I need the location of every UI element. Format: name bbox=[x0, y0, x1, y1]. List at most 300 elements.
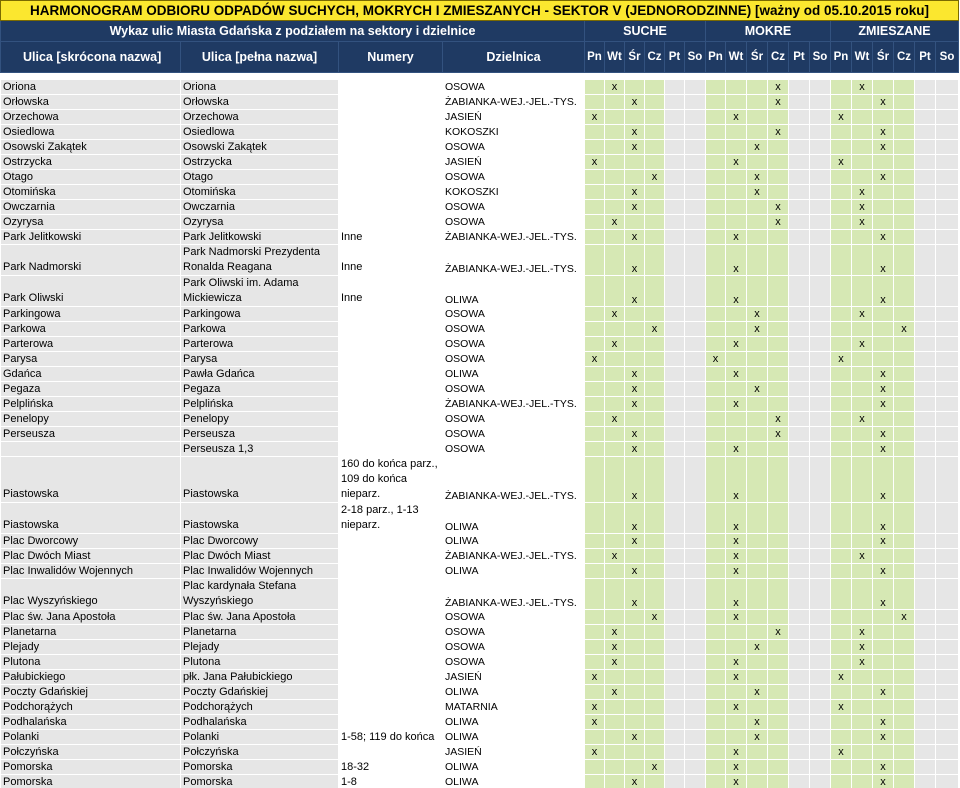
pickup-mark: x bbox=[768, 80, 789, 95]
cell-numbers bbox=[339, 337, 443, 352]
schedule-cell-suche-4 bbox=[665, 534, 685, 549]
schedule-cell-mokre-5 bbox=[810, 457, 831, 503]
schedule-cell-zm-3 bbox=[894, 427, 915, 442]
schedule-cell-mokre-5 bbox=[810, 367, 831, 382]
cell-street-full: Parysa bbox=[181, 352, 339, 367]
pickup-mark: x bbox=[706, 352, 726, 367]
pickup-mark: x bbox=[585, 745, 605, 760]
schedule-cell-suche-2 bbox=[625, 170, 645, 185]
schedule-cell-zm-2 bbox=[873, 185, 894, 200]
schedule-cell-suche-2 bbox=[625, 655, 645, 670]
schedule-cell-mokre-4 bbox=[789, 427, 810, 442]
schedule-cell-suche-4 bbox=[665, 457, 685, 503]
pickup-mark: x bbox=[625, 564, 645, 579]
cell-street-full: Osiedlowa bbox=[181, 125, 339, 140]
cell-street-short: Plac Wyszyńskiego bbox=[1, 579, 181, 610]
table-row bbox=[1, 640, 959, 655]
schedule-cell-zm-1 bbox=[852, 322, 873, 337]
schedule-cell-mokre-1 bbox=[726, 715, 747, 730]
day-header-mokre-4: Pt bbox=[789, 42, 810, 73]
cell-street-full: Otomińska bbox=[181, 185, 339, 200]
schedule-cell-mokre-5 bbox=[810, 215, 831, 230]
schedule-cell-zm-3 bbox=[894, 760, 915, 775]
day-header-zm-2: Śr bbox=[873, 42, 894, 73]
schedule-cell-zm-5 bbox=[936, 352, 959, 367]
schedule-cell-suche-1 bbox=[605, 442, 625, 457]
schedule-cell-suche-3 bbox=[645, 427, 665, 442]
schedule-cell-mokre-1 bbox=[726, 322, 747, 337]
schedule-cell-zm-5 bbox=[936, 276, 959, 307]
schedule-cell-zm-5 bbox=[936, 170, 959, 185]
schedule-cell-zm-2 bbox=[873, 200, 894, 215]
schedule-cell-zm-0 bbox=[831, 125, 852, 140]
pickup-mark: x bbox=[625, 775, 645, 788]
schedule-cell-zm-4 bbox=[915, 564, 936, 579]
schedule-cell-suche-5 bbox=[685, 715, 706, 730]
schedule-cell-zm-3 bbox=[894, 655, 915, 670]
table-row bbox=[1, 170, 959, 185]
schedule-cell-zm-0 bbox=[831, 715, 852, 730]
schedule-cell-suche-5 bbox=[685, 534, 706, 549]
schedule-cell-zm-3 bbox=[894, 775, 915, 788]
schedule-cell-zm-2 bbox=[873, 110, 894, 125]
schedule-cell-zm-5 bbox=[936, 579, 959, 610]
schedule-cell-suche-0 bbox=[585, 307, 605, 322]
pickup-mark: x bbox=[625, 200, 645, 215]
cell-district: OSOWA bbox=[445, 428, 485, 440]
cell-district: OLIWA bbox=[445, 368, 479, 380]
schedule-cell-mokre-0 bbox=[706, 80, 726, 95]
table-row bbox=[1, 564, 959, 579]
schedule-cell-mokre-4 bbox=[789, 655, 810, 670]
schedule-cell-zm-0 bbox=[831, 337, 852, 352]
schedule-cell-mokre-1 bbox=[726, 307, 747, 322]
pickup-mark: x bbox=[768, 625, 789, 640]
schedule-cell-mokre-2 bbox=[747, 579, 768, 610]
schedule-cell-zm-5 bbox=[936, 397, 959, 412]
cell-district: JASIEŃ bbox=[445, 671, 482, 683]
schedule-cell-zm-5 bbox=[936, 95, 959, 110]
pickup-mark: x bbox=[726, 503, 747, 534]
schedule-cell-suche-4 bbox=[665, 427, 685, 442]
schedule-cell-mokre-5 bbox=[810, 760, 831, 775]
schedule-cell-zm-0 bbox=[831, 200, 852, 215]
pickup-mark: x bbox=[726, 110, 747, 125]
pickup-mark: x bbox=[873, 564, 894, 579]
schedule-cell-mokre-3 bbox=[768, 337, 789, 352]
schedule-cell-suche-5 bbox=[685, 382, 706, 397]
schedule-cell-mokre-0 bbox=[706, 564, 726, 579]
cell-district: OSOWA bbox=[445, 323, 485, 335]
schedule-cell-zm-3 bbox=[894, 367, 915, 382]
schedule-cell-zm-4 bbox=[915, 775, 936, 788]
pickup-mark: x bbox=[747, 307, 768, 322]
schedule-cell-mokre-5 bbox=[810, 685, 831, 700]
schedule-cell-suche-2 bbox=[625, 80, 645, 95]
schedule-cell-mokre-5 bbox=[810, 745, 831, 760]
schedule-cell-mokre-4 bbox=[789, 397, 810, 412]
schedule-cell-zm-4 bbox=[915, 352, 936, 367]
pickup-mark: x bbox=[873, 730, 894, 745]
schedule-cell-zm-4 bbox=[915, 307, 936, 322]
schedule-cell-mokre-3 bbox=[768, 307, 789, 322]
pickup-mark: x bbox=[873, 125, 894, 140]
pickup-mark: x bbox=[852, 640, 873, 655]
cell-street-short: Polanki bbox=[1, 730, 181, 745]
cell-street-short: Poczty Gdańskiej bbox=[1, 685, 181, 700]
schedule-cell-suche-3 bbox=[645, 412, 665, 427]
table-row bbox=[1, 730, 959, 745]
schedule-cell-zm-0 bbox=[831, 322, 852, 337]
schedule-cell-mokre-0 bbox=[706, 95, 726, 110]
schedule-cell-mokre-0 bbox=[706, 503, 726, 534]
schedule-cell-suche-1 bbox=[605, 715, 625, 730]
cell-street-full: Orłowska bbox=[181, 95, 339, 110]
schedule-cell-suche-0 bbox=[585, 80, 605, 95]
schedule-cell-suche-5 bbox=[685, 610, 706, 625]
schedule-cell-zm-3 bbox=[894, 625, 915, 640]
cell-numbers: Inne bbox=[341, 292, 363, 304]
schedule-cell-mokre-5 bbox=[810, 155, 831, 170]
cell-numbers: 18-32 bbox=[341, 761, 370, 773]
schedule-cell-suche-0 bbox=[585, 760, 605, 775]
schedule-cell-suche-4 bbox=[665, 640, 685, 655]
pickup-mark: x bbox=[726, 700, 747, 715]
table-row bbox=[1, 442, 959, 457]
schedule-cell-suche-3 bbox=[645, 745, 665, 760]
header-numbers: Numery bbox=[339, 42, 443, 73]
schedule-cell-zm-1 bbox=[852, 95, 873, 110]
schedule-cell-suche-2 bbox=[625, 110, 645, 125]
schedule-cell-suche-3 bbox=[645, 625, 665, 640]
schedule-cell-suche-5 bbox=[685, 760, 706, 775]
pickup-mark: x bbox=[873, 760, 894, 775]
cell-district: JASIEŃ bbox=[445, 746, 482, 758]
cell-district: JASIEŃ bbox=[445, 111, 482, 123]
schedule-cell-mokre-1 bbox=[726, 200, 747, 215]
pickup-mark: x bbox=[605, 215, 625, 230]
schedule-cell-mokre-2 bbox=[747, 110, 768, 125]
table-row bbox=[1, 700, 959, 715]
schedule-cell-mokre-5 bbox=[810, 640, 831, 655]
schedule-cell-suche-4 bbox=[665, 382, 685, 397]
schedule-cell-zm-1 bbox=[852, 382, 873, 397]
pickup-mark: x bbox=[605, 625, 625, 640]
schedule-cell-mokre-5 bbox=[810, 427, 831, 442]
cell-street-short: Oriona bbox=[1, 80, 181, 95]
pickup-mark: x bbox=[894, 322, 915, 337]
schedule-cell-suche-5 bbox=[685, 549, 706, 564]
schedule-cell-mokre-5 bbox=[810, 125, 831, 140]
cell-street-full: Piastowska bbox=[181, 457, 339, 503]
schedule-cell-mokre-5 bbox=[810, 549, 831, 564]
schedule-cell-suche-1 bbox=[605, 110, 625, 125]
schedule-cell-suche-3 bbox=[645, 110, 665, 125]
schedule-cell-suche-5 bbox=[685, 579, 706, 610]
cell-numbers: 160 do końca parz., 109 do końca nieparz. bbox=[341, 458, 438, 500]
cell-street-full: Ozyrysa bbox=[181, 215, 339, 230]
pickup-mark: x bbox=[873, 442, 894, 457]
cell-district: OSOWA bbox=[445, 338, 485, 350]
cell-numbers: 2-18 parz., 1-13 nieparz. bbox=[341, 504, 419, 531]
cell-street-full: Pomorska bbox=[181, 775, 339, 788]
schedule-cell-zm-4 bbox=[915, 397, 936, 412]
schedule-cell-zm-3 bbox=[894, 245, 915, 276]
schedule-cell-suche-1 bbox=[605, 185, 625, 200]
schedule-cell-suche-4 bbox=[665, 397, 685, 412]
schedule-cell-zm-3 bbox=[894, 95, 915, 110]
schedule-cell-suche-4 bbox=[665, 352, 685, 367]
pickup-mark: x bbox=[768, 412, 789, 427]
schedule-cell-zm-4 bbox=[915, 367, 936, 382]
pickup-mark: x bbox=[747, 730, 768, 745]
schedule-cell-suche-5 bbox=[685, 457, 706, 503]
schedule-cell-suche-5 bbox=[685, 200, 706, 215]
schedule-cell-suche-1 bbox=[605, 503, 625, 534]
schedule-cell-zm-4 bbox=[915, 655, 936, 670]
schedule-cell-mokre-0 bbox=[706, 367, 726, 382]
cell-street-short: Plac Inwalidów Wojennych bbox=[1, 564, 181, 579]
schedule-cell-suche-5 bbox=[685, 655, 706, 670]
header-street-short: Ulica [skrócona nazwa] bbox=[1, 42, 181, 73]
schedule-cell-suche-3 bbox=[645, 382, 665, 397]
schedule-cell-suche-4 bbox=[665, 95, 685, 110]
pickup-mark: x bbox=[852, 307, 873, 322]
cell-numbers bbox=[339, 397, 443, 412]
schedule-cell-mokre-0 bbox=[706, 670, 726, 685]
schedule-cell-mokre-2 bbox=[747, 95, 768, 110]
schedule-cell-suche-1 bbox=[605, 200, 625, 215]
pickup-mark: x bbox=[726, 670, 747, 685]
schedule-cell-zm-0 bbox=[831, 215, 852, 230]
cell-district: JASIEŃ bbox=[445, 156, 482, 168]
cell-street-short: Orłowska bbox=[1, 95, 181, 110]
pickup-mark: x bbox=[726, 245, 747, 276]
cell-street-short: Piastowska bbox=[1, 457, 181, 503]
day-header-zm-1: Wt bbox=[852, 42, 873, 73]
schedule-cell-zm-4 bbox=[915, 670, 936, 685]
schedule-cell-zm-0 bbox=[831, 245, 852, 276]
schedule-cell-suche-2 bbox=[625, 625, 645, 640]
schedule-cell-suche-3 bbox=[645, 155, 665, 170]
cell-street-full: Pegaza bbox=[181, 382, 339, 397]
schedule-cell-zm-0 bbox=[831, 307, 852, 322]
cell-district: OLIWA bbox=[445, 731, 479, 743]
schedule-cell-suche-3 bbox=[645, 230, 665, 245]
schedule-cell-zm-5 bbox=[936, 685, 959, 700]
schedule-cell-zm-2 bbox=[873, 549, 894, 564]
pickup-mark: x bbox=[625, 95, 645, 110]
day-header-suche-2: Śr bbox=[625, 42, 645, 73]
cell-street-full: Otago bbox=[181, 170, 339, 185]
cell-numbers bbox=[339, 640, 443, 655]
schedule-cell-zm-3 bbox=[894, 397, 915, 412]
schedule-cell-zm-0 bbox=[831, 412, 852, 427]
schedule-cell-zm-4 bbox=[915, 276, 936, 307]
schedule-cell-suche-0 bbox=[585, 170, 605, 185]
pickup-mark: x bbox=[625, 245, 645, 276]
pickup-mark: x bbox=[831, 745, 852, 760]
cell-street-short: Parkowa bbox=[1, 322, 181, 337]
schedule-cell-zm-1 bbox=[852, 367, 873, 382]
schedule-cell-suche-0 bbox=[585, 125, 605, 140]
schedule-cell-mokre-0 bbox=[706, 579, 726, 610]
cell-street-short: Park Jelitkowski bbox=[1, 230, 181, 245]
schedule-cell-zm-5 bbox=[936, 322, 959, 337]
schedule-cell-suche-5 bbox=[685, 670, 706, 685]
schedule-cell-zm-0 bbox=[831, 534, 852, 549]
pickup-mark: x bbox=[605, 640, 625, 655]
schedule-cell-zm-3 bbox=[894, 685, 915, 700]
pickup-mark: x bbox=[625, 140, 645, 155]
schedule-cell-mokre-4 bbox=[789, 700, 810, 715]
table-row bbox=[1, 775, 959, 788]
schedule-cell-suche-3 bbox=[645, 534, 665, 549]
schedule-cell-suche-1 bbox=[605, 775, 625, 788]
schedule-cell-suche-0 bbox=[585, 610, 605, 625]
cell-numbers bbox=[339, 442, 443, 457]
cell-street-short: Połczyńska bbox=[1, 745, 181, 760]
schedule-cell-zm-5 bbox=[936, 503, 959, 534]
schedule-cell-mokre-0 bbox=[706, 397, 726, 412]
schedule-cell-suche-3 bbox=[645, 80, 665, 95]
schedule-cell-mokre-0 bbox=[706, 170, 726, 185]
cell-district: OLIWA bbox=[445, 716, 479, 728]
schedule-cell-suche-4 bbox=[665, 549, 685, 564]
schedule-cell-suche-5 bbox=[685, 775, 706, 788]
pickup-mark: x bbox=[852, 655, 873, 670]
schedule-cell-mokre-2 bbox=[747, 549, 768, 564]
schedule-cell-mokre-5 bbox=[810, 95, 831, 110]
pickup-mark: x bbox=[625, 382, 645, 397]
schedule-cell-suche-5 bbox=[685, 322, 706, 337]
pickup-mark: x bbox=[768, 427, 789, 442]
schedule-cell-mokre-2 bbox=[747, 200, 768, 215]
schedule-cell-mokre-5 bbox=[810, 625, 831, 640]
pickup-mark: x bbox=[625, 442, 645, 457]
schedule-cell-suche-4 bbox=[665, 185, 685, 200]
cell-street-short: Parkingowa bbox=[1, 307, 181, 322]
pickup-mark: x bbox=[873, 427, 894, 442]
schedule-cell-suche-1 bbox=[605, 745, 625, 760]
pickup-mark: x bbox=[726, 534, 747, 549]
schedule-cell-suche-1 bbox=[605, 579, 625, 610]
schedule-cell-suche-3 bbox=[645, 564, 665, 579]
schedule-cell-mokre-4 bbox=[789, 200, 810, 215]
pickup-mark: x bbox=[645, 322, 665, 337]
schedule-cell-mokre-4 bbox=[789, 442, 810, 457]
cell-district: OSOWA bbox=[445, 641, 485, 653]
schedule-cell-zm-1 bbox=[852, 610, 873, 625]
schedule-cell-zm-5 bbox=[936, 640, 959, 655]
table-row bbox=[1, 503, 959, 534]
schedule-cell-zm-3 bbox=[894, 230, 915, 245]
cell-numbers bbox=[339, 185, 443, 200]
cell-district: OSOWA bbox=[445, 626, 485, 638]
schedule-cell-suche-4 bbox=[665, 670, 685, 685]
schedule-cell-zm-0 bbox=[831, 610, 852, 625]
schedule-cell-zm-0 bbox=[831, 170, 852, 185]
schedule-cell-zm-0 bbox=[831, 397, 852, 412]
schedule-cell-mokre-3 bbox=[768, 367, 789, 382]
schedule-cell-mokre-2 bbox=[747, 397, 768, 412]
schedule-cell-suche-1 bbox=[605, 367, 625, 382]
schedule-cell-suche-5 bbox=[685, 640, 706, 655]
table-row bbox=[1, 427, 959, 442]
schedule-cell-suche-3 bbox=[645, 276, 665, 307]
pickup-mark: x bbox=[831, 110, 852, 125]
schedule-cell-zm-4 bbox=[915, 140, 936, 155]
schedule-cell-suche-0 bbox=[585, 230, 605, 245]
pickup-mark: x bbox=[831, 670, 852, 685]
schedule-cell-zm-5 bbox=[936, 457, 959, 503]
schedule-cell-zm-0 bbox=[831, 80, 852, 95]
schedule-cell-zm-0 bbox=[831, 775, 852, 788]
schedule-cell-suche-5 bbox=[685, 442, 706, 457]
schedule-cell-zm-0 bbox=[831, 457, 852, 503]
schedule-cell-mokre-5 bbox=[810, 322, 831, 337]
schedule-cell-zm-5 bbox=[936, 625, 959, 640]
schedule-cell-mokre-0 bbox=[706, 140, 726, 155]
cell-street-full: Podchorążych bbox=[181, 700, 339, 715]
schedule-cell-suche-5 bbox=[685, 564, 706, 579]
schedule-cell-suche-3 bbox=[645, 95, 665, 110]
pickup-mark: x bbox=[605, 307, 625, 322]
cell-street-full: Parkowa bbox=[181, 322, 339, 337]
day-header-suche-1: Wt bbox=[605, 42, 625, 73]
table-row bbox=[1, 140, 959, 155]
schedule-cell-zm-2 bbox=[873, 80, 894, 95]
pickup-mark: x bbox=[625, 579, 645, 610]
cell-street-short: Ozyrysa bbox=[1, 215, 181, 230]
schedule-cell-suche-0 bbox=[585, 730, 605, 745]
schedule-cell-suche-4 bbox=[665, 685, 685, 700]
schedule-cell-mokre-3 bbox=[768, 685, 789, 700]
table-row bbox=[1, 457, 959, 503]
schedule-cell-zm-0 bbox=[831, 382, 852, 397]
schedule-cell-suche-3 bbox=[645, 367, 665, 382]
schedule-cell-mokre-4 bbox=[789, 185, 810, 200]
schedule-cell-suche-3 bbox=[645, 185, 665, 200]
schedule-cell-zm-5 bbox=[936, 700, 959, 715]
schedule-cell-suche-2 bbox=[625, 307, 645, 322]
cell-numbers bbox=[339, 715, 443, 730]
schedule-cell-zm-0 bbox=[831, 427, 852, 442]
schedule-cell-zm-3 bbox=[894, 442, 915, 457]
schedule-cell-zm-0 bbox=[831, 655, 852, 670]
schedule-cell-suche-0 bbox=[585, 245, 605, 276]
schedule-cell-mokre-2 bbox=[747, 534, 768, 549]
pickup-mark: x bbox=[625, 230, 645, 245]
table-row bbox=[1, 125, 959, 140]
schedule-cell-zm-4 bbox=[915, 730, 936, 745]
schedule-cell-mokre-3 bbox=[768, 745, 789, 760]
pickup-mark: x bbox=[585, 155, 605, 170]
schedule-cell-zm-5 bbox=[936, 412, 959, 427]
schedule-cell-mokre-3 bbox=[768, 140, 789, 155]
pickup-mark: x bbox=[726, 442, 747, 457]
schedule-cell-suche-5 bbox=[685, 245, 706, 276]
schedule-cell-mokre-3 bbox=[768, 640, 789, 655]
schedule-cell-zm-5 bbox=[936, 140, 959, 155]
schedule-cell-suche-3 bbox=[645, 397, 665, 412]
pickup-mark: x bbox=[625, 503, 645, 534]
schedule-cell-zm-4 bbox=[915, 185, 936, 200]
table-row bbox=[1, 760, 959, 775]
pickup-mark: x bbox=[625, 276, 645, 307]
cell-numbers: Inne bbox=[341, 231, 363, 243]
schedule-cell-zm-3 bbox=[894, 337, 915, 352]
